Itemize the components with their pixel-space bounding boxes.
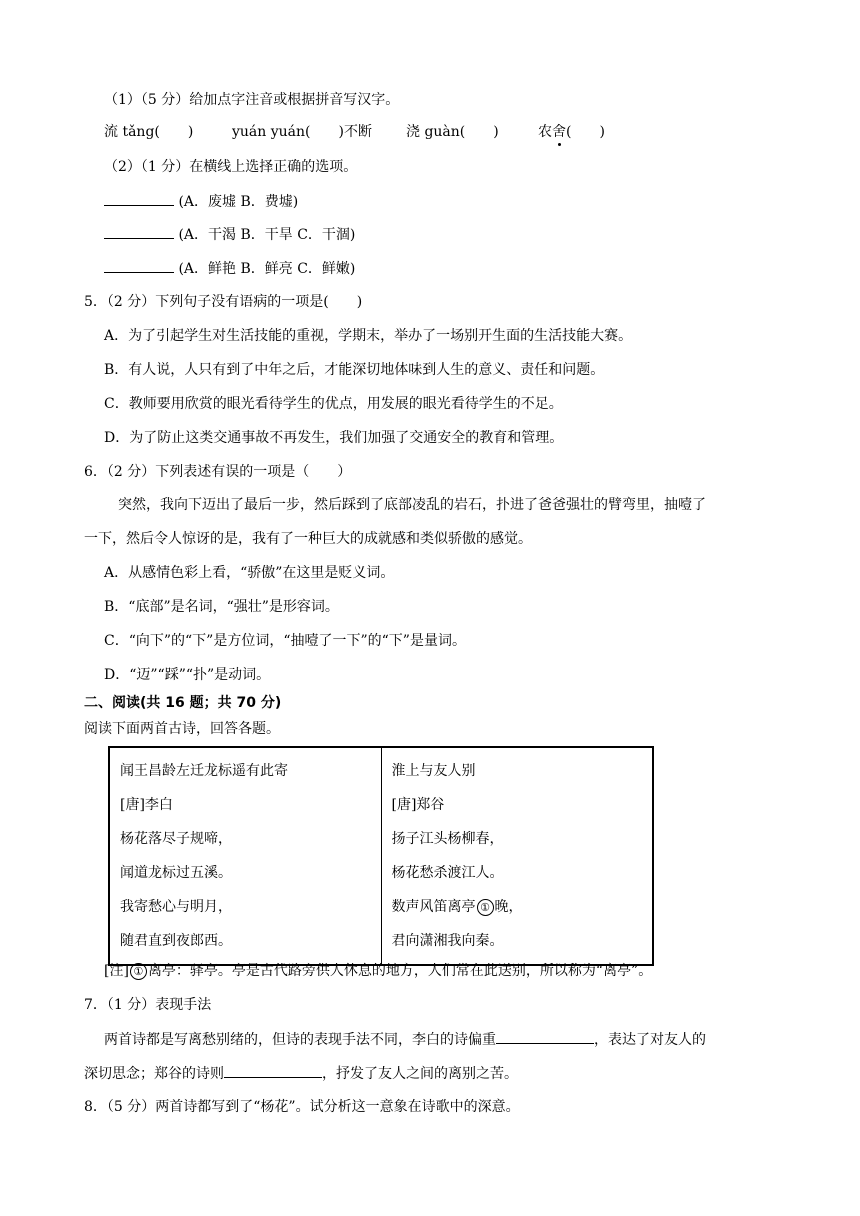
sub1-label: （1）（5 分）给加点字注音或根据拼音写汉字。 [104, 92, 400, 108]
poem-right-line: 扬子江头杨柳春， [391, 831, 504, 847]
note-prefix: [注] [104, 963, 129, 979]
footnote-marker: ① [130, 963, 147, 980]
q7-text: ，抒发了友人之间的离别之苦。 [322, 1066, 518, 1082]
poem-left-line: 我寄愁心与明月， [120, 899, 232, 915]
sub2-option-row-3 [104, 258, 355, 279]
q7-text: 深切思念；郑谷的诗则 [84, 1066, 224, 1082]
sub1-item-yuanyuan: yuán yuán( )不断 [232, 124, 372, 140]
poem-right-line: 杨花愁杀渡江人。 [391, 865, 504, 881]
q6-option-c: C．“向下”的“下”是方位词，“抽噎了一下”的“下”是量词。 [104, 633, 466, 649]
q6-option-a: A．从感情色彩上看，“骄傲”在这里是贬义词。 [104, 565, 395, 581]
answer-blank[interactable] [224, 1063, 322, 1078]
poem-left-title: 闻王昌龄左迁龙标遥有此寄 [120, 763, 288, 779]
q7-stem: 7．（1 分）表现手法 [84, 997, 212, 1013]
answer-blank[interactable] [104, 224, 174, 239]
q6-passage-line-2: 一下，然后令人惊讶的是，我有了一种巨大的成就感和类似骄傲的感觉。 [84, 531, 532, 547]
poem-right [381, 747, 653, 965]
poem-right-line-part: 晚， [494, 899, 523, 915]
poem-left-line: 随君直到夜郎西。 [120, 933, 232, 949]
sub2-option-2: (A．干渴 B．干旱 C．干涸) [178, 227, 356, 243]
q7-line-2 [84, 1063, 518, 1084]
q7-line-1 [104, 1029, 706, 1050]
section-heading: 二、阅读(共 16 题；共 70 分) [84, 695, 282, 711]
poem-right-author: [唐]郑谷 [391, 797, 445, 813]
note-text: 离亭：驿亭。亭是古代路旁供人休息的地方，人们常在此送别，所以称为“离亭”。 [147, 963, 653, 979]
q5-option-a: A．为了引起学生对生活技能的重视，学期末，举办了一场别开生面的生活技能大赛。 [104, 328, 633, 344]
q5-option-d: D．为了防止这类交通事故不再发生，我们加强了交通安全的教育和管理。 [104, 430, 564, 446]
poem-left-line: 杨花落尽子规啼， [120, 831, 232, 847]
poem-right-line-part: 数声风笛离亭 [391, 899, 476, 915]
q5-option-c: C．教师要用欣赏的眼光看待学生的优点，用发展的眼光看待学生的不足。 [104, 396, 563, 412]
q6-passage-line-1: 突然，我向下迈出了最后一步，然后踩到了底部凌乱的岩石，扑进了爸爸强壮的臂弯里，抽噎了 [118, 497, 706, 513]
q6-stem: 6．（2 分）下列表述有误的一项是（ ） [84, 464, 352, 480]
q5-stem: 5．（2 分）下列句子没有语病的一项是( ) [84, 294, 363, 310]
q5-option-b: B．有人说，人只有到了中年之后，才能深切地体味到人生的意义、责任和问题。 [104, 362, 605, 378]
q6-option-d: D．“迈”“踩”“扑”是动词。 [104, 667, 271, 683]
poem-right-line: 君向潇湘我向秦。 [391, 933, 504, 949]
answer-blank[interactable] [104, 191, 174, 206]
poem-note [104, 961, 652, 981]
nong-char: 农 [538, 124, 552, 140]
poem-left [109, 747, 381, 965]
answer-blank[interactable] [104, 258, 174, 273]
q7-text: ，表达了对友人的 [594, 1032, 706, 1048]
q8-stem: 8．（5 分）两首诗都写到了“杨花”。试分析这一意象在诗歌中的深意。 [84, 1099, 520, 1115]
dotted-char-she: 舍 [552, 124, 566, 140]
sub2-option-row-1 [104, 191, 298, 212]
poem-right-line [392, 890, 643, 924]
section-intro: 阅读下面两首古诗，回答各题。 [84, 721, 280, 737]
sub2-label: （2）（1 分）在横线上选择正确的选项。 [104, 159, 358, 175]
nongshe-blank: ( ) [566, 124, 605, 140]
q6-option-b: B．“底部”是名词，“强壮”是形容词。 [104, 599, 339, 615]
poem-left-author: [唐]李白 [120, 797, 173, 813]
sub2-option-1: (A．废墟 B．费墟) [178, 194, 299, 210]
sub1-item-jiaoguan: 浇 guàn( ) [406, 124, 499, 140]
sub1-item-nongshe [538, 122, 605, 142]
footnote-marker: ① [477, 899, 494, 916]
q7-text: 两首诗都是写离愁别绪的，但诗的表现手法不同，李白的诗偏重 [104, 1032, 496, 1048]
sub2-option-3: (A．鲜艳 B．鲜亮 C．鲜嫩) [178, 261, 356, 277]
sub1-item-liutang: 流 tǎng( ) [104, 124, 194, 140]
poem-right-title: 淮上与友人别 [391, 763, 476, 779]
answer-blank[interactable] [496, 1029, 594, 1044]
poems-table [108, 746, 654, 966]
poem-left-line: 闻道龙标过五溪。 [120, 865, 232, 881]
sub2-option-row-2 [104, 224, 355, 245]
